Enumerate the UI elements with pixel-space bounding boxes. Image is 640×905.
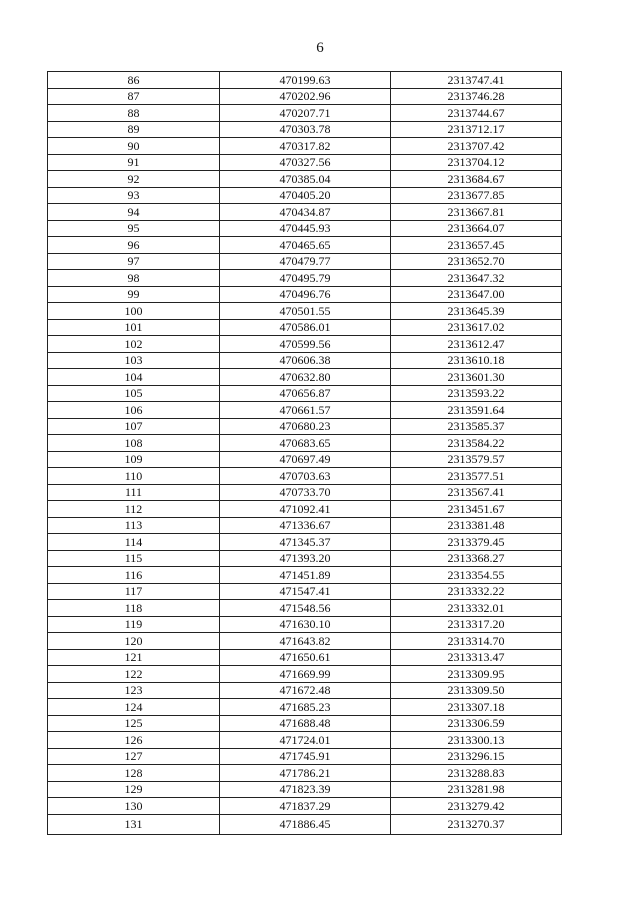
y-coordinate-cell: 2313288.83 [391,765,562,782]
y-coordinate-cell: 2313746.28 [391,88,562,105]
x-coordinate-cell: 470496.76 [220,286,391,303]
x-coordinate-cell: 470606.38 [220,352,391,369]
table-row [48,385,562,402]
table-row [48,187,562,204]
y-coordinate-cell: 2313567.41 [391,484,562,501]
y-coordinate-cell: 2313309.50 [391,682,562,699]
point-number-cell: 91 [48,154,220,171]
point-number-cell: 124 [48,699,220,716]
x-coordinate-cell: 470495.79 [220,270,391,287]
x-coordinate-cell: 470207.71 [220,105,391,122]
y-coordinate-cell: 2313591.64 [391,402,562,419]
table-row [48,369,562,386]
y-coordinate-cell: 2313667.81 [391,204,562,221]
coordinates-table-body [48,72,562,835]
point-number-cell: 116 [48,567,220,584]
y-coordinate-cell: 2313601.30 [391,369,562,386]
table-row [48,748,562,765]
point-number-cell: 96 [48,237,220,254]
point-number-cell: 110 [48,468,220,485]
x-coordinate-cell: 470434.87 [220,204,391,221]
x-coordinate-cell: 471724.01 [220,732,391,749]
point-number-cell: 130 [48,798,220,815]
table-row [48,682,562,699]
y-coordinate-cell: 2313747.41 [391,72,562,89]
x-coordinate-cell: 471451.89 [220,567,391,584]
x-coordinate-cell: 471823.39 [220,781,391,798]
x-coordinate-cell: 471393.20 [220,550,391,567]
point-number-cell: 131 [48,814,220,834]
table-row [48,237,562,254]
point-number-cell: 111 [48,484,220,501]
y-coordinate-cell: 2313707.42 [391,138,562,155]
point-number-cell: 100 [48,303,220,320]
x-coordinate-cell: 471643.82 [220,633,391,650]
table-row [48,501,562,518]
x-coordinate-cell: 471837.29 [220,798,391,815]
x-coordinate-cell: 470501.55 [220,303,391,320]
table-row [48,402,562,419]
point-number-cell: 103 [48,352,220,369]
x-coordinate-cell: 470697.49 [220,451,391,468]
point-number-cell: 105 [48,385,220,402]
x-coordinate-cell: 470632.80 [220,369,391,386]
table-row [48,220,562,237]
x-coordinate-cell: 470680.23 [220,418,391,435]
y-coordinate-cell: 2313307.18 [391,699,562,716]
point-number-cell: 121 [48,649,220,666]
x-coordinate-cell: 471669.99 [220,666,391,683]
y-coordinate-cell: 2313296.15 [391,748,562,765]
x-coordinate-cell: 471886.45 [220,814,391,834]
point-number-cell: 119 [48,616,220,633]
point-number-cell: 102 [48,336,220,353]
x-coordinate-cell: 470703.63 [220,468,391,485]
x-coordinate-cell: 471345.37 [220,534,391,551]
y-coordinate-cell: 2313381.48 [391,517,562,534]
x-coordinate-cell: 471547.41 [220,583,391,600]
table-row [48,534,562,551]
x-coordinate-cell: 470405.20 [220,187,391,204]
x-coordinate-cell: 470599.56 [220,336,391,353]
y-coordinate-cell: 2313306.59 [391,715,562,732]
x-coordinate-cell: 471685.23 [220,699,391,716]
table-row [48,732,562,749]
x-coordinate-cell: 471650.61 [220,649,391,666]
table-row [48,633,562,650]
x-coordinate-cell: 471092.41 [220,501,391,518]
x-coordinate-cell: 471688.48 [220,715,391,732]
point-number-cell: 94 [48,204,220,221]
y-coordinate-cell: 2313744.67 [391,105,562,122]
y-coordinate-cell: 2313309.95 [391,666,562,683]
table-row [48,781,562,798]
y-coordinate-cell: 2313354.55 [391,567,562,584]
table-row [48,550,562,567]
y-coordinate-cell: 2313313.47 [391,649,562,666]
x-coordinate-cell: 471745.91 [220,748,391,765]
x-coordinate-cell: 470683.65 [220,435,391,452]
y-coordinate-cell: 2313677.85 [391,187,562,204]
y-coordinate-cell: 2313585.37 [391,418,562,435]
table-row [48,204,562,221]
x-coordinate-cell: 470327.56 [220,154,391,171]
point-number-cell: 90 [48,138,220,155]
point-number-cell: 108 [48,435,220,452]
table-row [48,121,562,138]
point-number-cell: 129 [48,781,220,798]
table-row [48,270,562,287]
x-coordinate-cell: 470661.57 [220,402,391,419]
point-number-cell: 104 [48,369,220,386]
table-row [48,154,562,171]
y-coordinate-cell: 2313657.45 [391,237,562,254]
y-coordinate-cell: 2313270.37 [391,814,562,834]
point-number-cell: 107 [48,418,220,435]
table-row [48,517,562,534]
y-coordinate-cell: 2313579.57 [391,451,562,468]
y-coordinate-cell: 2313279.42 [391,798,562,815]
y-coordinate-cell: 2313617.02 [391,319,562,336]
point-number-cell: 95 [48,220,220,237]
table-row [48,715,562,732]
x-coordinate-cell: 470733.70 [220,484,391,501]
table-row [48,616,562,633]
point-number-cell: 115 [48,550,220,567]
point-number-cell: 114 [48,534,220,551]
y-coordinate-cell: 2313652.70 [391,253,562,270]
point-number-cell: 122 [48,666,220,683]
x-coordinate-cell: 471786.21 [220,765,391,782]
x-coordinate-cell: 471630.10 [220,616,391,633]
y-coordinate-cell: 2313645.39 [391,303,562,320]
point-number-cell: 101 [48,319,220,336]
point-number-cell: 118 [48,600,220,617]
y-coordinate-cell: 2313610.18 [391,352,562,369]
y-coordinate-cell: 2313612.47 [391,336,562,353]
point-number-cell: 125 [48,715,220,732]
table-row [48,699,562,716]
coordinates-table [47,71,562,835]
y-coordinate-cell: 2313664.07 [391,220,562,237]
point-number-cell: 89 [48,121,220,138]
point-number-cell: 117 [48,583,220,600]
point-number-cell: 123 [48,682,220,699]
table-row [48,336,562,353]
y-coordinate-cell: 2313368.27 [391,550,562,567]
point-number-cell: 86 [48,72,220,89]
table-row [48,583,562,600]
y-coordinate-cell: 2313704.12 [391,154,562,171]
point-number-cell: 106 [48,402,220,419]
x-coordinate-cell: 470202.96 [220,88,391,105]
y-coordinate-cell: 2313281.98 [391,781,562,798]
table-row [48,253,562,270]
table-row [48,451,562,468]
x-coordinate-cell: 470445.93 [220,220,391,237]
table-row [48,319,562,336]
table-row [48,798,562,815]
point-number-cell: 120 [48,633,220,650]
point-number-cell: 88 [48,105,220,122]
table-row [48,352,562,369]
table-row [48,72,562,89]
y-coordinate-cell: 2313300.13 [391,732,562,749]
point-number-cell: 93 [48,187,220,204]
x-coordinate-cell: 470385.04 [220,171,391,188]
table-row [48,649,562,666]
y-coordinate-cell: 2313332.22 [391,583,562,600]
x-coordinate-cell: 471672.48 [220,682,391,699]
point-number-cell: 112 [48,501,220,518]
y-coordinate-cell: 2313712.17 [391,121,562,138]
point-number-cell: 113 [48,517,220,534]
table-row [48,666,562,683]
point-number-cell: 87 [48,88,220,105]
table-row [48,814,562,834]
table-row [48,105,562,122]
x-coordinate-cell: 471548.56 [220,600,391,617]
table-row [48,418,562,435]
table-row [48,600,562,617]
table-row [48,171,562,188]
point-number-cell: 126 [48,732,220,749]
table-row [48,303,562,320]
point-number-cell: 97 [48,253,220,270]
point-number-cell: 98 [48,270,220,287]
point-number-cell: 127 [48,748,220,765]
table-row [48,468,562,485]
y-coordinate-cell: 2313647.00 [391,286,562,303]
table-row [48,484,562,501]
point-number-cell: 109 [48,451,220,468]
table-row [48,765,562,782]
x-coordinate-cell: 470465.65 [220,237,391,254]
x-coordinate-cell: 471336.67 [220,517,391,534]
y-coordinate-cell: 2313593.22 [391,385,562,402]
table-row [48,286,562,303]
table-row [48,567,562,584]
y-coordinate-cell: 2313577.51 [391,468,562,485]
x-coordinate-cell: 470586.01 [220,319,391,336]
table-row [48,435,562,452]
table-row [48,138,562,155]
point-number-cell: 92 [48,171,220,188]
y-coordinate-cell: 2313332.01 [391,600,562,617]
y-coordinate-cell: 2313451.67 [391,501,562,518]
x-coordinate-cell: 470303.78 [220,121,391,138]
table-row [48,88,562,105]
point-number-cell: 128 [48,765,220,782]
point-number-cell: 99 [48,286,220,303]
y-coordinate-cell: 2313584.22 [391,435,562,452]
y-coordinate-cell: 2313684.67 [391,171,562,188]
y-coordinate-cell: 2313647.32 [391,270,562,287]
y-coordinate-cell: 2313379.45 [391,534,562,551]
x-coordinate-cell: 470479.77 [220,253,391,270]
page-number: 6 [316,40,324,56]
x-coordinate-cell: 470199.63 [220,72,391,89]
x-coordinate-cell: 470317.82 [220,138,391,155]
x-coordinate-cell: 470656.87 [220,385,391,402]
y-coordinate-cell: 2313314.70 [391,633,562,650]
y-coordinate-cell: 2313317.20 [391,616,562,633]
